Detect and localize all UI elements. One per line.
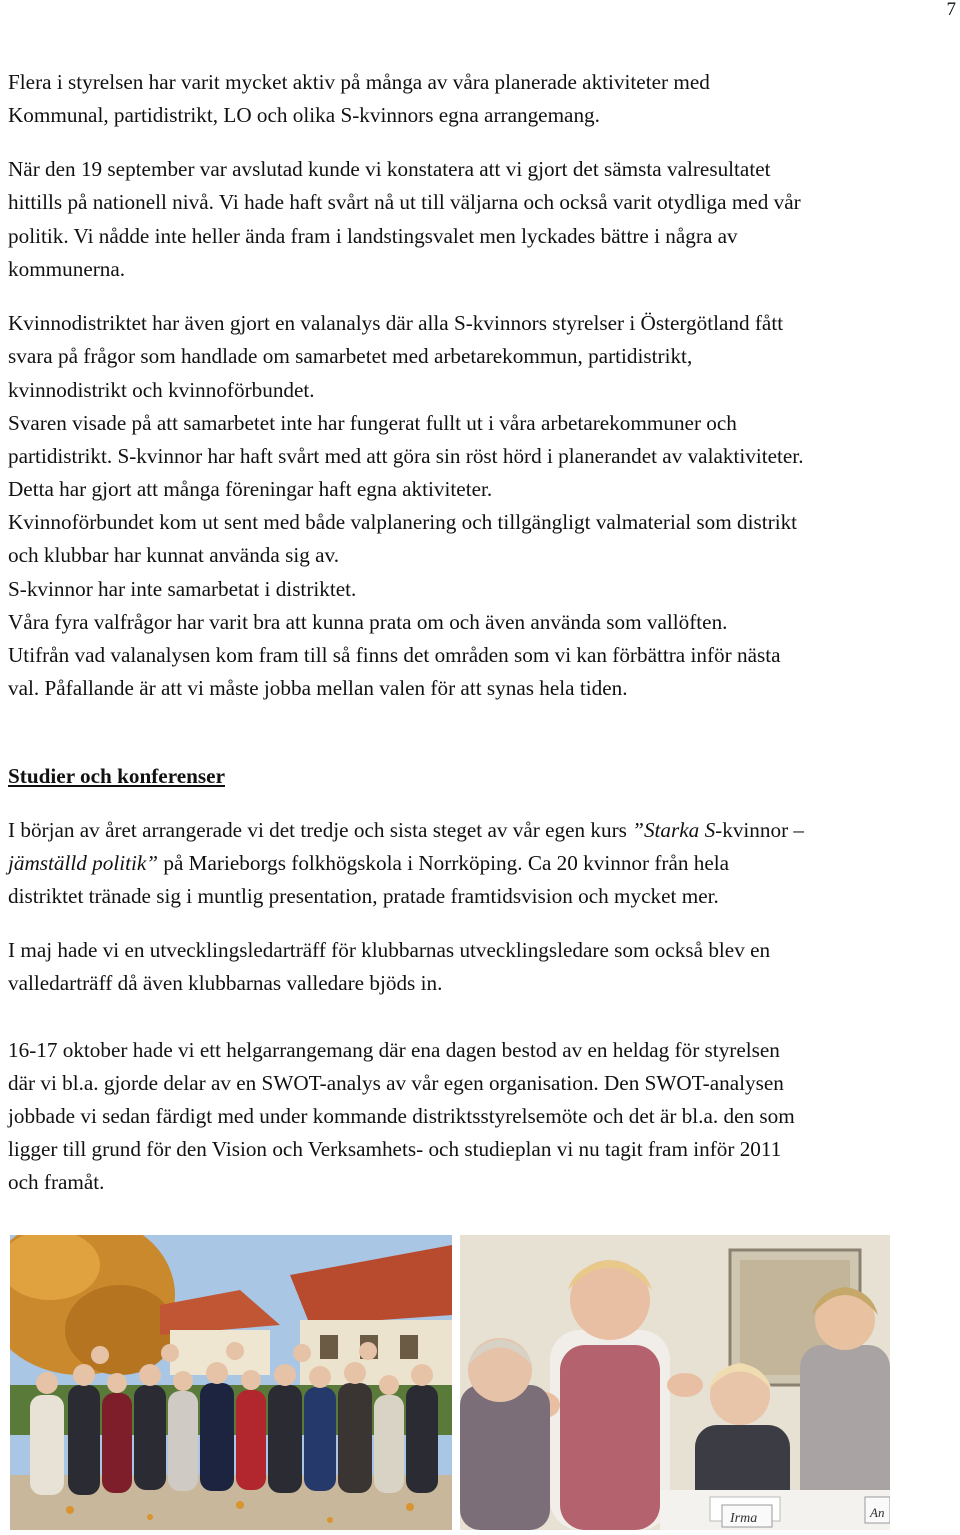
course-line-3: distriktet tränade sig i muntlig presentation, pratade framtidsvision och mycket mer.	[8, 884, 719, 908]
course-line-2	[8, 847, 954, 880]
analysis-line-6: Detta har gjort att många föreningar haft egna aktiviteter.	[8, 477, 493, 501]
analysis-line-9: S-kvinnor har inte samarbetat i distriktet.	[8, 577, 357, 601]
course-title-italic-2: jämställd politik”	[8, 851, 159, 875]
october-line-2: där vi bl.a. gjorde delar av en SWOT-analys av vår egen organisation. Den SWOT-analysen	[8, 1071, 784, 1095]
group-photo-illustration	[10, 1235, 452, 1530]
october-line-1: 16-17 oktober hade vi ett helgarrangemang där ena dagen bestod av en heldag för styrelsen	[8, 1038, 780, 1062]
october-line-4: ligger till grund för den Vision och Verksamhets- och studieplan vi nu tagit fram inför 2011	[8, 1137, 782, 1161]
meeting-photo-illustration	[460, 1235, 890, 1530]
analysis-line-1: Kvinnodistriktet har även gjort en valanalys där alla S-kvinnors styrelser i Östergötland fått	[8, 311, 784, 335]
course-line-1-text: I början av året arrangerade vi det tredje och sista steget av vår egen kurs	[8, 818, 633, 842]
name-tag-partial: An	[870, 1505, 885, 1520]
analysis-line-3: kvinnodistrikt och kvinnoförbundet.	[8, 378, 315, 402]
may-line-2: valledarträff då även klubbarnas valledare bjöds in.	[8, 971, 443, 995]
october-line-5: och framåt.	[8, 1170, 105, 1194]
group-photo	[10, 1235, 452, 1530]
analysis-line-12: val. Påfallande är att vi måste jobba mellan valen för att synas hela tiden.	[8, 676, 628, 700]
analysis-line-8: och klubbar har kunnat använda sig av.	[8, 543, 340, 567]
election-line-4: kommunerna.	[8, 257, 126, 281]
analysis-line-4: Svaren visade på att samarbetet inte har fungerat fullt ut i våra arbetarekommuner och	[8, 411, 737, 435]
intro-line-1: Flera i styrelsen har varit mycket aktiv på många av våra planerade aktiviteter med	[8, 70, 710, 94]
course-line-2-text: på Marieborgs folkhögskola i Norrköping. Ca 20 kvinnor från hela	[158, 851, 730, 875]
section-heading: Studier och konferenser	[8, 764, 225, 788]
october-line-3: jobbade vi sedan färdigt med under kommande distriktsstyrelsemöte och det är bl.a. den som	[8, 1104, 795, 1128]
election-line-3: politik. Vi nådde inte heller ända fram i landstingsvalet men lyckades bättre i några av	[8, 224, 738, 248]
analysis-line-5: partidistrikt. S-kvinnor har haft svårt med att göra sin röst hörd i planerandet av valaktiviteter.	[8, 444, 804, 468]
analysis-line-10: Våra fyra valfrågor har varit bra att kunna prata om och även använda som vallöften.	[8, 610, 728, 634]
analysis-line-7: Kvinnoförbundet kom ut sent med både valplanering och tillgängligt valmaterial som distrikt	[8, 510, 798, 534]
analysis-line-2: svara på frågor som handlade om samarbetet med arbetarekommun, partidistrikt,	[8, 344, 693, 368]
course-title-italic: ”Starka S	[632, 818, 716, 842]
page-number: 7	[946, 0, 956, 20]
election-line-1: När den 19 september var avslutad kunde vi konstatera att vi gjort det sämsta valresultatet	[8, 157, 771, 181]
analysis-line-11: Utifrån vad valanalysen kom fram till så finns det områden som vi kan förbättra inför nästa	[8, 643, 781, 667]
may-line-1: I maj hade vi en utvecklingsledarträff för klubbarnas utvecklingsledare som också blev en	[8, 938, 771, 962]
course-line-1	[8, 814, 954, 847]
name-tag-irma: Irma	[730, 1511, 758, 1526]
election-line-2: hittills på nationell nivå. Vi hade haft svårt nå ut till väljarna och också varit otydliga med vår	[8, 190, 801, 214]
meeting-photo	[460, 1235, 890, 1530]
intro-line-2: Kommunal, partidistrikt, LO och olika S-kvinnors egna arrangemang.	[8, 103, 600, 127]
course-line-1-end: -kvinnor –	[715, 818, 805, 842]
